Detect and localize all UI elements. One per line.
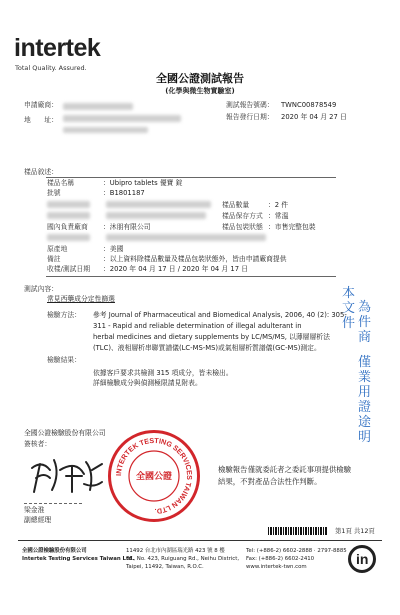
footer-fax: Fax: (+886-2) 6602-2410 (246, 556, 315, 562)
company-tagline: Total Quality. Assured. (15, 64, 87, 72)
address-redacted-2 (63, 127, 148, 133)
sample-name: ：Ubipro tablets 優寶 錠 (103, 179, 183, 187)
footer-company-en: Intertek Testing Services Taiwan Ltd. (22, 556, 135, 562)
watermark-col-2: 為 件 商 (358, 300, 372, 345)
method-line-1: 參考 Journal of Pharmaceutical and Biomedical Analysis, 2006, 40 (2): 305- (93, 311, 347, 319)
origin-label: 原產地 (47, 245, 68, 253)
seal-outer-text: INTERTEK TESTING SERVICES TAIWAN LTD. (113, 435, 195, 517)
note-label: 備註 (47, 255, 61, 263)
address-label: 地 址： (24, 116, 58, 124)
footer-website: www.intertek-twn.com (246, 564, 307, 570)
watermark-col-3: 僅 業 用 (358, 355, 372, 400)
company-seal (108, 430, 200, 522)
footer-address-en-2: Taipei, 11492, Taiwan, R.O.C. (126, 564, 204, 570)
seal-center-text: 全國公證 (135, 472, 172, 482)
redacted-value-2 (106, 212, 206, 219)
issue-date-label: 報告發行日期： (226, 113, 274, 121)
report-title: 全國公證測試報告 (156, 72, 244, 85)
sample-name-label: 樣品名稱 (47, 179, 75, 187)
company-logo: intertek (14, 34, 101, 62)
result-line-1: 依據客戶要求共檢測 315 項成分，皆未檢出。 (93, 369, 233, 377)
redacted-value (106, 201, 211, 208)
disclaimer-line-1: 檢驗報告僅就委託者之委託事項提供檢驗 (218, 465, 352, 474)
table-rule-bottom (46, 276, 336, 277)
issue-date: 2020 年 04 月 27 日 (281, 113, 347, 121)
signer-title: 副總經理 (24, 516, 52, 524)
storage-label: 樣品保存方式 (222, 212, 263, 220)
redacted-value-3 (106, 234, 266, 241)
package-value: ：市售完整包裝 (268, 223, 316, 231)
disclaimer-line-2: 結果，不對產品合法性作判斷。 (218, 477, 322, 486)
signature-line (24, 503, 82, 504)
report-no-label: 測試報告號碼： (226, 101, 274, 109)
signer-name: 梁金淮 (24, 506, 45, 514)
domestic-value: ：沐朋有限公司 (103, 223, 151, 231)
table-rule (46, 177, 336, 178)
method-line-3: herbal medicines and dietary supplements by LC/MS/MS, 以薄層層析法 (93, 333, 330, 341)
footer-address-en-1: 8F., No. 423, Ruiguang Rd., Neihu District, (126, 556, 240, 562)
applicant-redacted (63, 103, 133, 110)
test-section-label: 測試內容： (24, 285, 58, 293)
redacted-label-3 (47, 234, 90, 241)
redacted-label-2 (47, 212, 90, 219)
approver-label: 簽核者： (24, 440, 52, 448)
address-redacted (63, 115, 181, 122)
barcode (268, 527, 328, 535)
footer-address-zh: 11492 台北市內湖區瑞光路 423 號 8 樓 (126, 548, 225, 554)
result-label: 檢驗結果： (47, 356, 81, 364)
dates-label: 收樣/測試日期 (47, 265, 91, 273)
redacted-label (47, 201, 90, 208)
domestic-label: 國內負責廠商 (47, 223, 88, 231)
sample-section-label: 樣品敘述： (24, 168, 58, 176)
handwritten-signature (26, 450, 106, 498)
note-value: ：以上資料除樣品數量及樣品包裝狀態外，皆由申請廠商提供 (103, 255, 287, 263)
package-label: 樣品包裝狀態 (222, 223, 263, 231)
footer-company-zh: 全國公證檢驗股份有限公司 (22, 548, 87, 554)
origin-value: ：美國 (103, 245, 124, 253)
signature-org: 全國公證檢驗股份有限公司 (24, 429, 106, 437)
result-line-2: 詳細檢驗成分與偵測極限請見附表。 (93, 379, 202, 387)
dates-value: ：2020 年 04 月 17 日 / 2020 年 04 月 17 日 (103, 265, 248, 273)
watermark-col-1: 本 文 件 (342, 286, 356, 331)
report-no: TWNC00878549 (281, 101, 337, 109)
applicant-label: 申請廠商： (24, 101, 58, 109)
batch-no: ：B1801187 (103, 189, 145, 197)
footer-tel: Tel: (+886-2) 6602-2888 · 2797-8885 (246, 548, 347, 554)
report-subtitle: (化學與微生物實驗室) (165, 87, 235, 95)
footer-logo-icon: in (348, 545, 376, 573)
method-label: 檢驗方法： (47, 311, 81, 319)
qty-value: ：2 件 (268, 201, 289, 209)
batch-label: 批號 (47, 189, 61, 197)
footer-rule (18, 540, 382, 541)
test-item: 常見西藥成分定性篩選 (47, 295, 115, 303)
method-line-2: 311 - Rapid and reliable determination of illegal adulterant in (93, 322, 302, 330)
watermark-col-4: 證 途 明 (358, 400, 372, 445)
storage-value: ：常溫 (268, 212, 289, 220)
qty-label: 樣品數量 (222, 201, 250, 209)
method-line-4: (TLC)、液相層析串聯質譜儀(LC-MS-MS)或氣相層析質譜儀(GC-MS)測定。 (93, 344, 321, 352)
page-indicator: 第1頁 共12頁 (335, 527, 375, 535)
